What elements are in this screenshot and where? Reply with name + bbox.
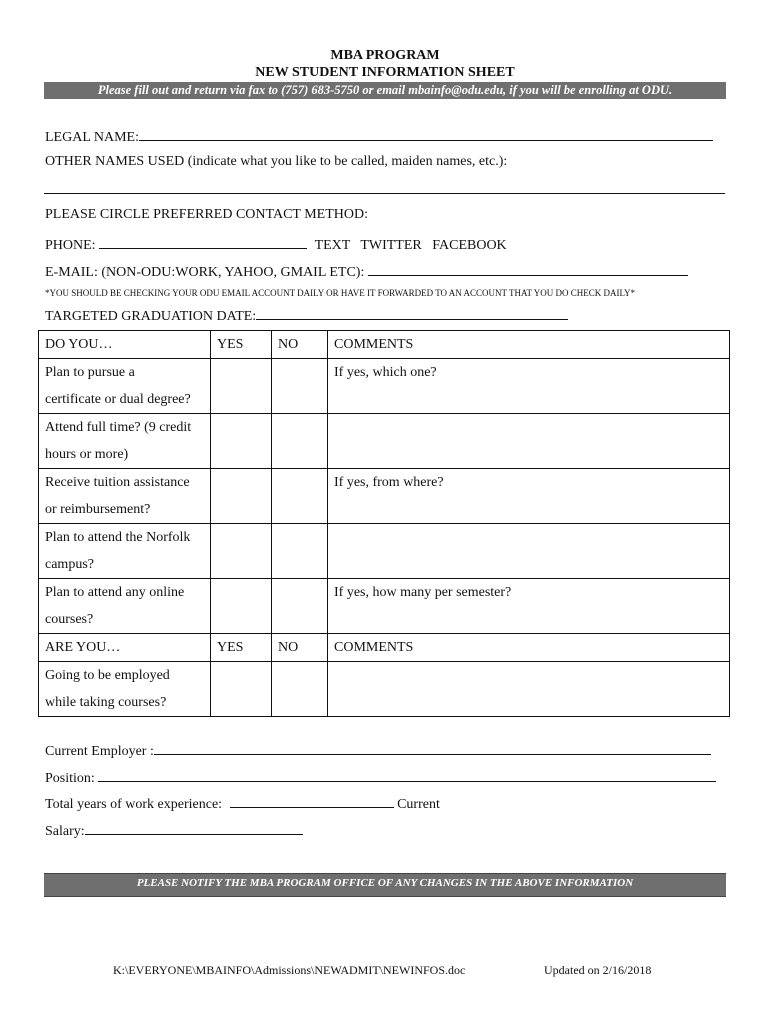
question-line1: Receive tuition assistance: [45, 475, 190, 490]
question-cell: [39, 662, 211, 717]
question-cell: [39, 414, 211, 469]
email-note: *YOU SHOULD BE CHECKING YOUR ODU EMAIL ACCOUNT DAILY OR HAVE IT FORWARDED TO AN ACCOUNT THAT YOU DO CHECK DAILY*: [45, 288, 636, 298]
table-row: [39, 414, 730, 469]
graduation-label: TARGETED GRADUATION DATE:: [45, 309, 257, 324]
no-cell[interactable]: [272, 524, 328, 579]
header-yes: YES: [211, 634, 272, 662]
header-no: NO: [272, 634, 328, 662]
experience-label: Total years of work experience:: [45, 797, 223, 812]
legal-name-row: [45, 126, 713, 146]
question-line1: Going to be employed: [45, 668, 170, 683]
form-title: MBA PROGRAM: [330, 48, 440, 63]
graduation-date-field[interactable]: [256, 305, 568, 320]
question-line2: while taking courses?: [45, 695, 167, 710]
comments-cell[interactable]: [328, 524, 730, 579]
comments-cell[interactable]: [328, 414, 730, 469]
no-cell[interactable]: [272, 662, 328, 717]
form-subtitle: NEW STUDENT INFORMATION SHEET: [255, 65, 515, 80]
employer-field[interactable]: [154, 740, 711, 755]
employer-row: [45, 740, 711, 760]
no-cell[interactable]: [272, 579, 328, 634]
position-label: Position:: [45, 771, 95, 786]
table-row: [39, 359, 730, 414]
comment-prompt: If yes, which one?: [334, 365, 437, 380]
other-names-label: OTHER NAMES USED (indicate what you like to be called, maiden names, etc.):: [45, 154, 508, 169]
phone-field[interactable]: [99, 234, 307, 249]
question-line1: Plan to attend the Norfolk: [45, 530, 191, 545]
salary-field[interactable]: [85, 820, 303, 835]
legal-name-label: LEGAL NAME:: [45, 130, 139, 145]
email-field[interactable]: [368, 261, 688, 276]
footer-updated: Updated on 2/16/2018: [544, 963, 652, 977]
experience-row: [45, 793, 440, 813]
no-cell[interactable]: [272, 359, 328, 414]
notice-banner: PLEASE NOTIFY THE MBA PROGRAM OFFICE OF ANY CHANGES IN THE ABOVE INFORMATION: [44, 873, 726, 897]
question-line1: Attend full time? (9 credit: [45, 420, 192, 435]
graduation-row: [45, 305, 568, 325]
legal-name-field[interactable]: [139, 126, 713, 141]
comments-cell[interactable]: [328, 359, 730, 414]
header-are-you: ARE YOU…: [39, 634, 211, 662]
header-comments: COMMENTS: [328, 331, 730, 359]
questions-table: [38, 330, 730, 717]
position-field[interactable]: [98, 767, 716, 782]
yes-cell[interactable]: [211, 414, 272, 469]
comment-prompt: If yes, from where?: [334, 475, 444, 490]
table-header-row: [39, 331, 730, 359]
question-cell: [39, 579, 211, 634]
yes-cell[interactable]: [211, 579, 272, 634]
question-line2: hours or more): [45, 447, 129, 462]
table-row: [39, 579, 730, 634]
question-line2: certificate or dual degree?: [45, 392, 191, 407]
salary-row: [45, 820, 303, 840]
yes-cell[interactable]: [211, 662, 272, 717]
comments-cell[interactable]: [328, 469, 730, 524]
table-row: [39, 524, 730, 579]
comments-cell[interactable]: [328, 579, 730, 634]
question-cell: [39, 524, 211, 579]
contact-method-label: PLEASE CIRCLE PREFERRED CONTACT METHOD:: [45, 207, 368, 222]
phone-row: [45, 234, 507, 254]
table-row: [39, 662, 730, 717]
header-yes: YES: [211, 331, 272, 359]
experience-field[interactable]: [230, 793, 394, 808]
header-comments: COMMENTS: [328, 634, 730, 662]
header-do-you: DO YOU…: [39, 331, 211, 359]
table-header-row: [39, 634, 730, 662]
question-cell: [39, 469, 211, 524]
question-cell: [39, 359, 211, 414]
comments-cell[interactable]: [328, 662, 730, 717]
question-line2: campus?: [45, 557, 94, 572]
employer-label: Current Employer :: [45, 744, 154, 759]
no-cell[interactable]: [272, 414, 328, 469]
email-row: [45, 261, 688, 281]
question-line1: Plan to attend any online: [45, 585, 185, 600]
instructions-banner: Please fill out and return via fax to (757) 683-5750 or email mbainfo@odu.edu, if you will be enrolling at ODU.: [44, 82, 726, 99]
question-line2: or reimbursement?: [45, 502, 151, 517]
other-names-field[interactable]: [44, 193, 725, 194]
yes-cell[interactable]: [211, 359, 272, 414]
phone-contact-options[interactable]: TEXT TWITTER FACEBOOK: [314, 238, 507, 253]
no-cell[interactable]: [272, 469, 328, 524]
table-row: [39, 469, 730, 524]
question-line1: Plan to pursue a: [45, 365, 135, 380]
yes-cell[interactable]: [211, 524, 272, 579]
yes-cell[interactable]: [211, 469, 272, 524]
current-label: Current: [397, 797, 440, 812]
header-no: NO: [272, 331, 328, 359]
footer-path: K:\EVERYONE\MBAINFO\Admissions\NEWADMIT\NEWINFOS.doc: [113, 963, 466, 977]
salary-label: Salary:: [45, 824, 85, 839]
email-label: E-MAIL: (NON-ODU:WORK, YAHOO, GMAIL ETC):: [45, 265, 365, 280]
comment-prompt: If yes, how many per semester?: [334, 585, 512, 600]
question-line2: courses?: [45, 612, 94, 627]
phone-label: PHONE:: [45, 238, 96, 253]
position-row: [45, 767, 716, 787]
